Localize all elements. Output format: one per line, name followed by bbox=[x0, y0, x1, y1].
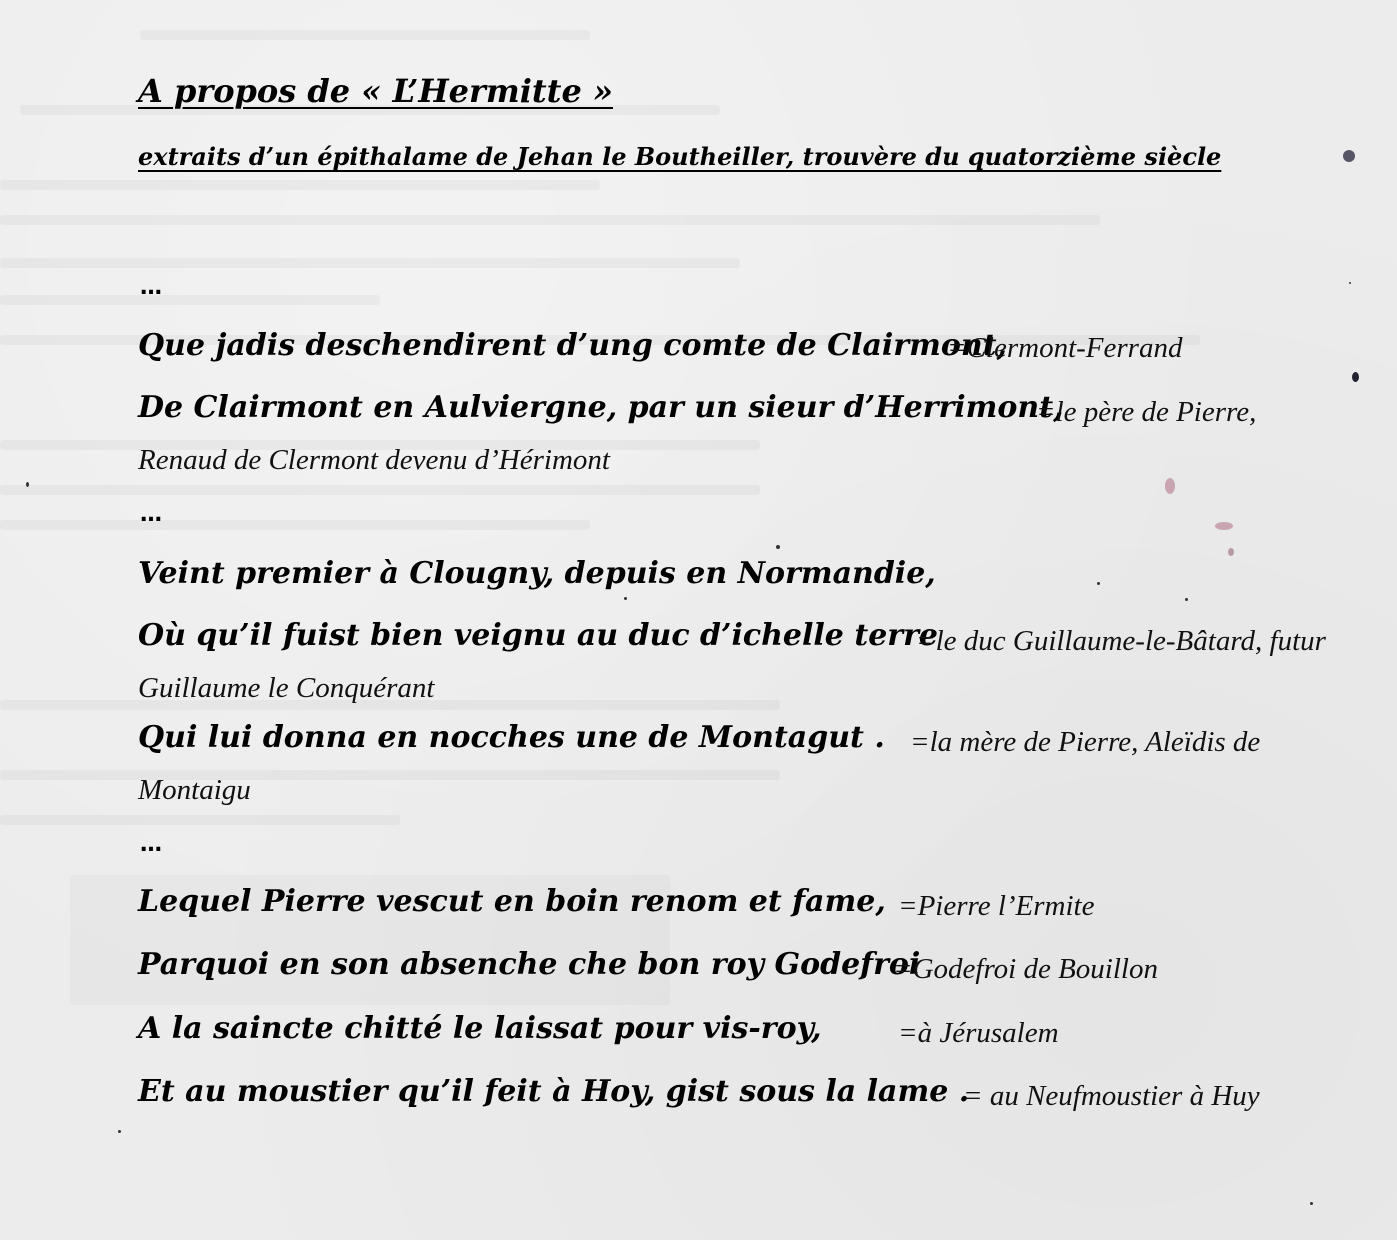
ellipsis-marker: … bbox=[140, 832, 168, 857]
ellipsis-marker: … bbox=[140, 275, 168, 300]
verse-annotation: =le père de Pierre, bbox=[1036, 396, 1257, 428]
verse-line: Où qu’il fuist bien veignu au duc d’ichelle terre bbox=[138, 618, 938, 653]
verse-line: Et au moustier qu’il feit à Hoy, gist sous la lame . bbox=[138, 1074, 970, 1109]
verse-annotation: =la mère de Pierre, Aleïdis de bbox=[910, 726, 1261, 758]
verse-annotation: = au Neufmoustier à Huy bbox=[963, 1080, 1260, 1112]
verse-annotation: =Pierre l’Ermite bbox=[898, 890, 1095, 922]
verse-line: Qui lui donna en nocches une de Montagut . bbox=[138, 720, 885, 755]
verse-line: Parquoi en son absenche che bon roy Godefroi bbox=[138, 947, 921, 982]
verse-annotation-continued: Guillaume le Conquérant bbox=[138, 672, 435, 704]
verse-annotation-continued: Montaigu bbox=[138, 774, 251, 806]
document-title: A propos de « L’Hermitte » bbox=[138, 72, 613, 110]
verse-line: De Clairmont en Aulviergne, par un sieur d’Herrimont, bbox=[138, 390, 1064, 425]
verse-annotation: =à Jérusalem bbox=[898, 1017, 1059, 1049]
verse-annotation: =Godefroi de Bouillon bbox=[893, 953, 1158, 985]
verse-annotation: =le duc Guillaume-le-Bâtard, futur bbox=[916, 625, 1326, 657]
document-subtitle: extraits d’un épithalame de Jehan le Boutheiller, trouvère du quatorzième siècle bbox=[138, 142, 1222, 171]
verse-annotation-continued: Renaud de Clermont devenu d’Hérimont bbox=[138, 444, 610, 476]
verse-line: A la saincte chitté le laissat pour vis-roy, bbox=[138, 1011, 822, 1046]
verse-line: Lequel Pierre vescut en boin renom et fame, bbox=[138, 884, 886, 919]
verse-annotation: =Clermont-Ferrand bbox=[947, 332, 1183, 364]
verse-line: Veint premier à Clougny, depuis en Normandie, bbox=[138, 556, 936, 591]
ellipsis-marker: … bbox=[140, 502, 168, 527]
verse-line: Que jadis deschendirent d’ung comte de Clairmont, bbox=[138, 328, 1007, 363]
